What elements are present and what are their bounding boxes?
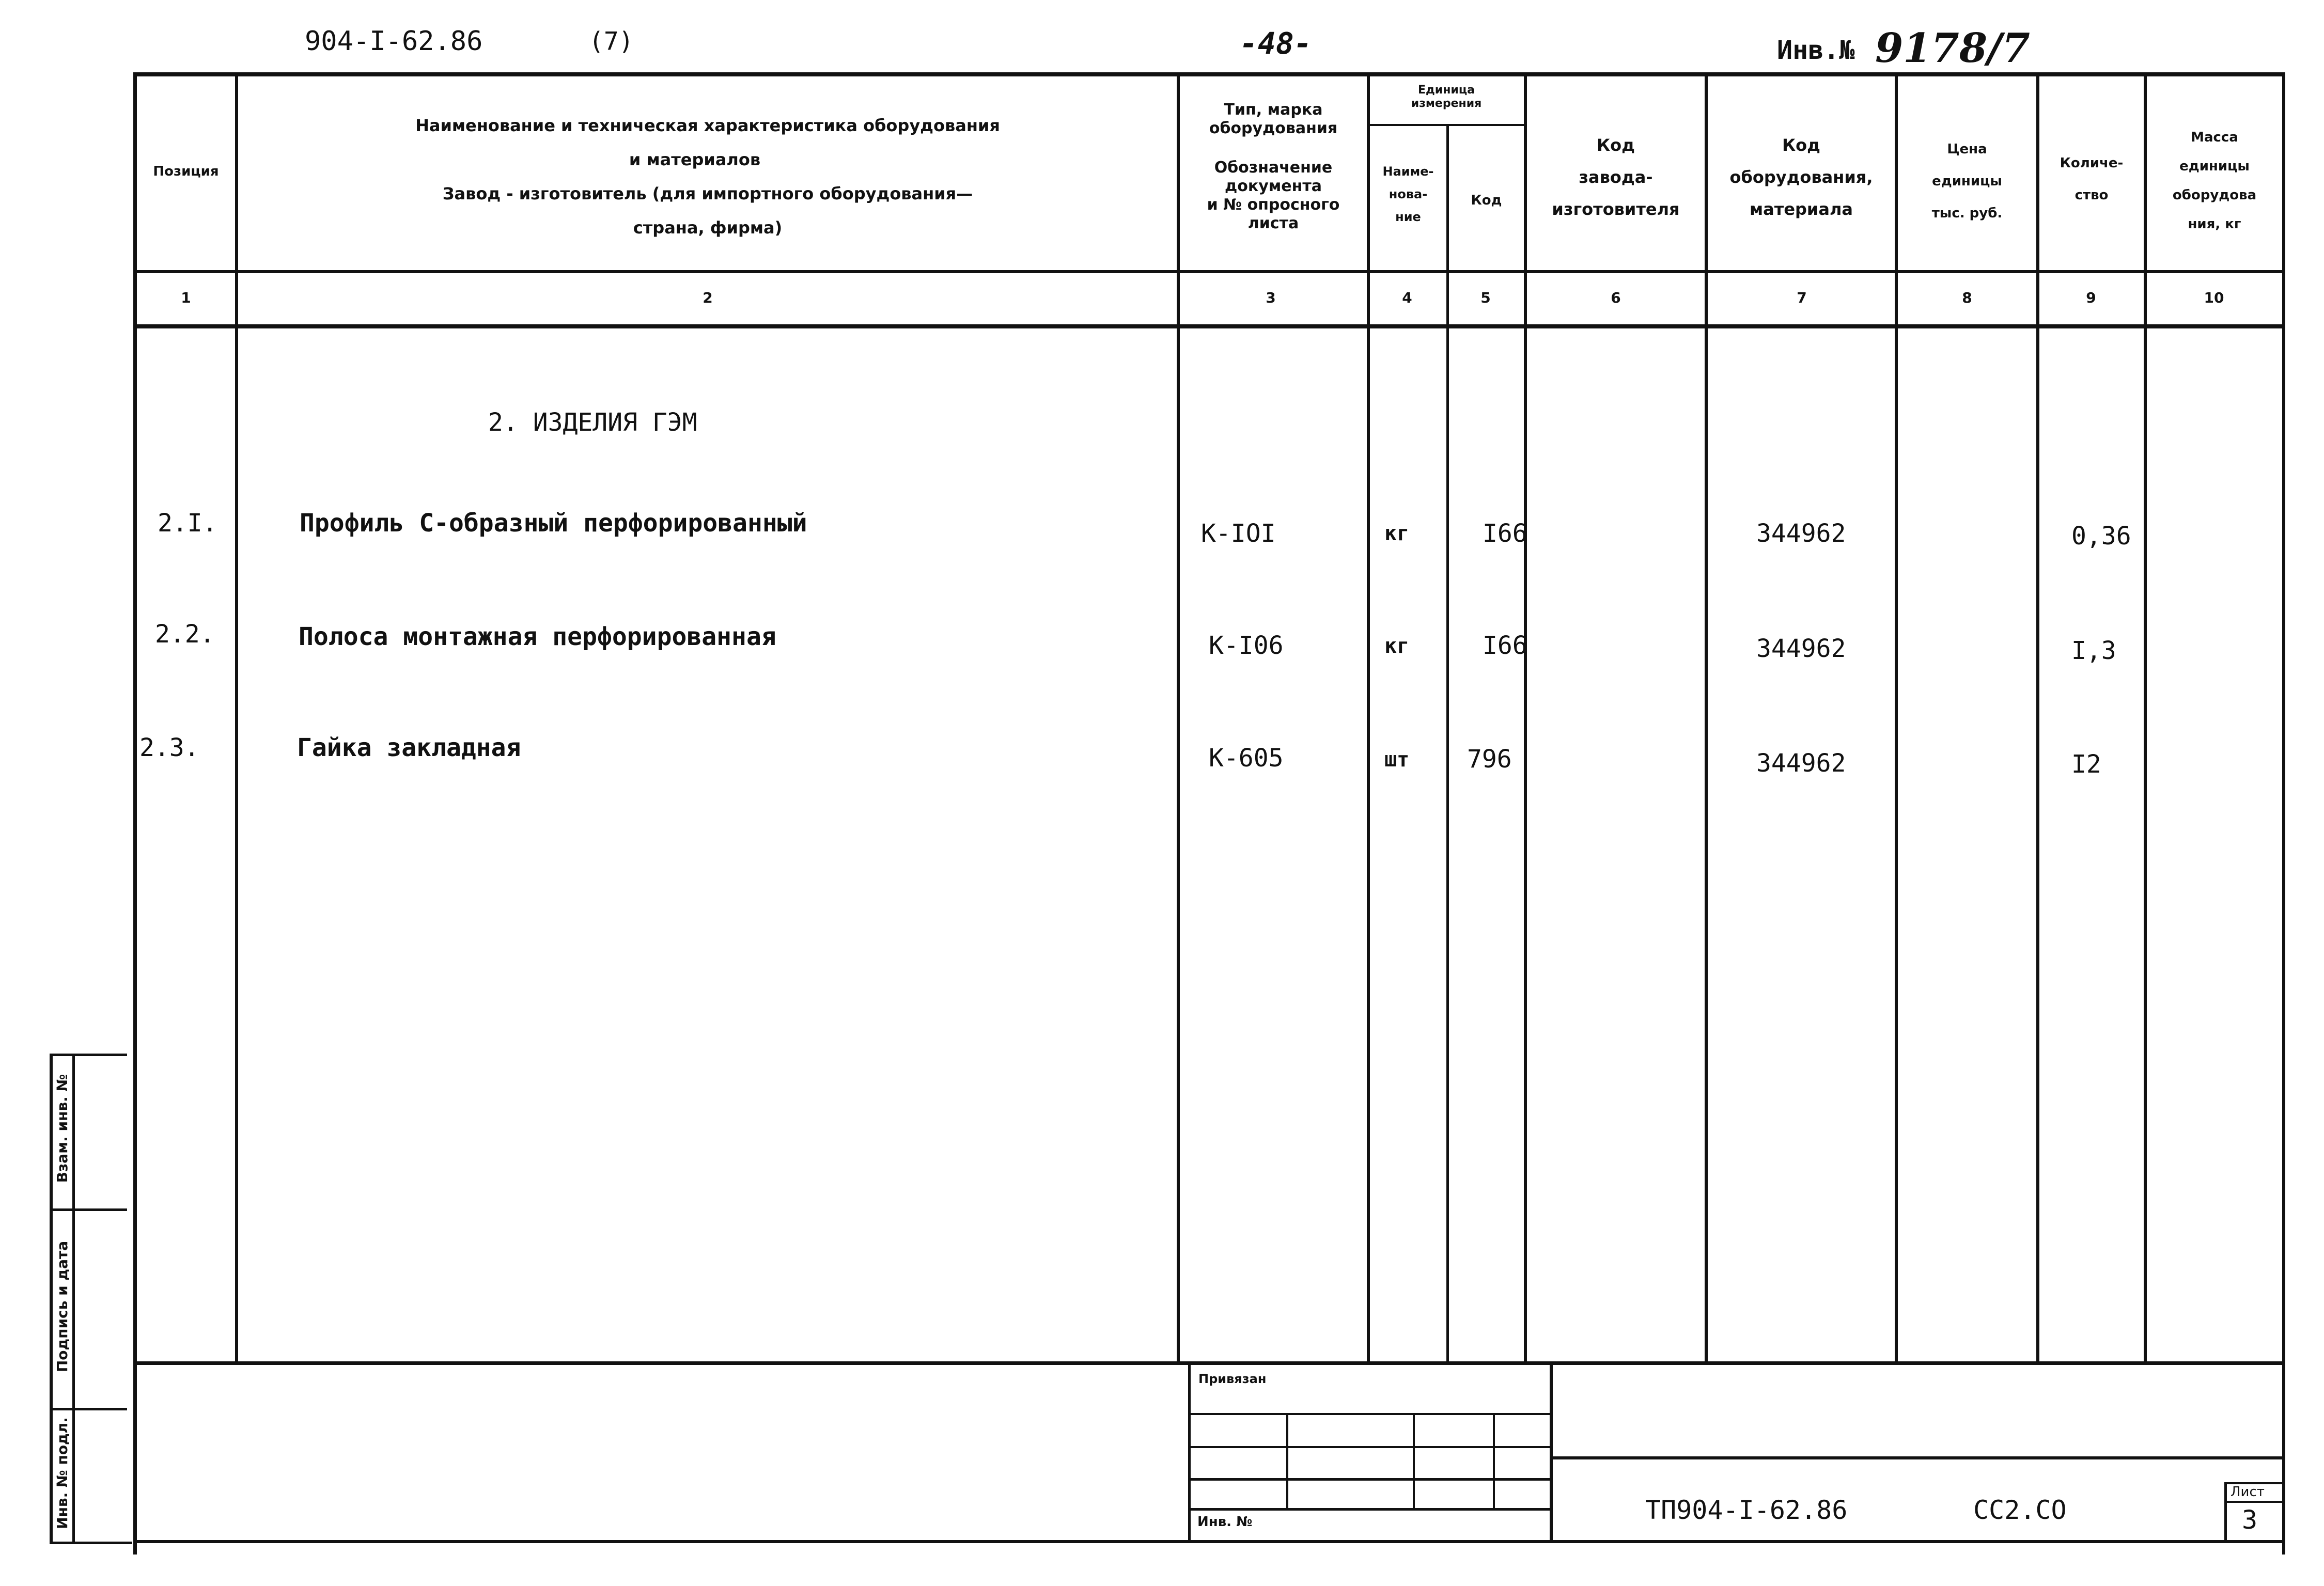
footer-sheet-code: СС2.СО [1973,1495,2067,1525]
header-mass [2147,123,2282,239]
header-price-line2: единицы [1932,174,2002,189]
page-number: -48- [1240,26,1312,61]
header-name-line4: страна, фирма) [633,218,783,238]
header-type [1180,101,1366,233]
footer-doc-code: ТП904-I-62.86 [1645,1495,1848,1525]
footer-inv-no: Инв. № [1197,1514,1253,1530]
header-quantity-line2: ство [2075,187,2109,203]
col-number-7: 7 [1797,289,1807,306]
inventory-label: Инв.№ [1777,35,1855,65]
stamp-signature-date: Подпись и дата [54,1240,71,1373]
header-price [1898,133,2036,229]
col-number-5: 5 [1480,289,1491,306]
header-manufacturer-code [1527,129,1705,225]
footer-sheet-label: Лист [2231,1484,2265,1500]
header-position: Позиция [153,164,219,179]
row-1-type: К-IOI [1201,519,1276,548]
footer-privyazan: Привязан [1198,1372,1267,1386]
header-name [243,108,1173,245]
inventory-number: 9178/7 [1875,25,2030,72]
header-name-line2: и материалов [629,150,761,169]
header-mass-line4: ния, кг [2188,216,2241,232]
row-3-type: К-605 [1209,744,1284,773]
row-3-position: 2.3. [139,733,199,762]
header-mass-line3: оборудова [2172,187,2257,203]
col-number-10: 10 [2204,289,2224,306]
col-number-2: 2 [703,289,713,306]
header-mass-line1: Масса [2191,130,2238,145]
header-price-line3: тыс. руб. [1931,206,2003,221]
header-unit-name-line1: Наиме- [1382,164,1434,179]
header-unit-name-line2: нова- [1389,187,1428,201]
col-number-9: 9 [2086,289,2096,306]
header-price-line1: Цена [1947,142,1987,157]
header-material-code-line2: оборудования, [1729,167,1873,187]
header-manufacturer-code-line2: завода- [1579,167,1653,187]
row-3-material-code: 344962 [1756,749,1846,778]
col-number-6: 6 [1611,289,1621,306]
header-type-line4: документа [1225,177,1322,195]
col-number-4: 4 [1402,289,1412,306]
row-1-name: Профиль С-образный перфорированный [300,509,807,538]
header-type-line2: оборудования [1209,119,1338,137]
row-2-unit: кг [1384,634,1410,658]
header-type-line1: Тип, марка [1224,101,1323,119]
header-material-code [1708,129,1895,225]
col-number-8: 8 [1962,289,1972,306]
row-2-material-code: 344962 [1756,634,1846,663]
stamp-replacement-inventory: Взам. инв. № [54,1074,71,1183]
doc-code-top: 904-I-62.86 [305,26,483,57]
row-3-unit: шт [1384,748,1410,772]
header-quantity-line1: Количе- [2060,155,2124,171]
row-1-position: 2.I. [158,509,217,538]
row-3-name: Гайка закладная [297,733,521,762]
section-title: 2. ИЗДЕЛИЯ ГЭМ [488,408,697,437]
header-unit-name [1370,160,1446,228]
row-2-position: 2.2. [155,620,215,649]
header-name-line1: Наименование и техническая характеристика оборудования [415,116,1000,135]
header-name-line3: Завод - изготовитель (для импортного оборудования— [442,184,973,203]
header-unit-name-line3: ние [1395,210,1421,224]
row-2-name: Полоса монтажная перфорированная [299,622,776,651]
part-number: (7) [589,27,634,56]
footer-sheet-number: 3 [2242,1505,2258,1535]
header-unit-group-line2: измерения [1411,97,1482,110]
header-unit-group-line1: Единица [1418,84,1475,97]
row-1-material-code: 344962 [1756,519,1846,548]
row-1-code: I66 [1483,519,1527,548]
header-mass-line2: единицы [2179,159,2250,174]
header-type-line3: Обозначение [1214,159,1333,177]
col-number-1: 1 [181,289,191,306]
row-3-code: 796 [1467,745,1512,774]
header-type-line6: листа [1247,214,1299,232]
row-1-quantity: 0,36 [2071,522,2131,551]
header-unit-code: Код [1471,193,1502,208]
row-3-quantity: I2 [2071,750,2101,779]
row-2-code: I66 [1483,631,1527,660]
header-manufacturer-code-line1: Код [1597,135,1635,155]
header-manufacturer-code-line3: изготовителя [1552,199,1680,219]
stamp-original-inventory: Инв. № подл. [54,1417,71,1529]
row-2-quantity: I,3 [2071,636,2116,665]
row-1-unit: кг [1384,522,1410,545]
header-material-code-line3: материала [1750,199,1853,219]
header-quantity [2039,147,2144,211]
row-2-type: К-I06 [1209,631,1284,660]
header-type-line5: и № опросного [1207,196,1340,214]
header-unit-group [1370,84,1523,111]
header-material-code-line1: Код [1782,135,1820,155]
col-number-3: 3 [1266,289,1276,306]
